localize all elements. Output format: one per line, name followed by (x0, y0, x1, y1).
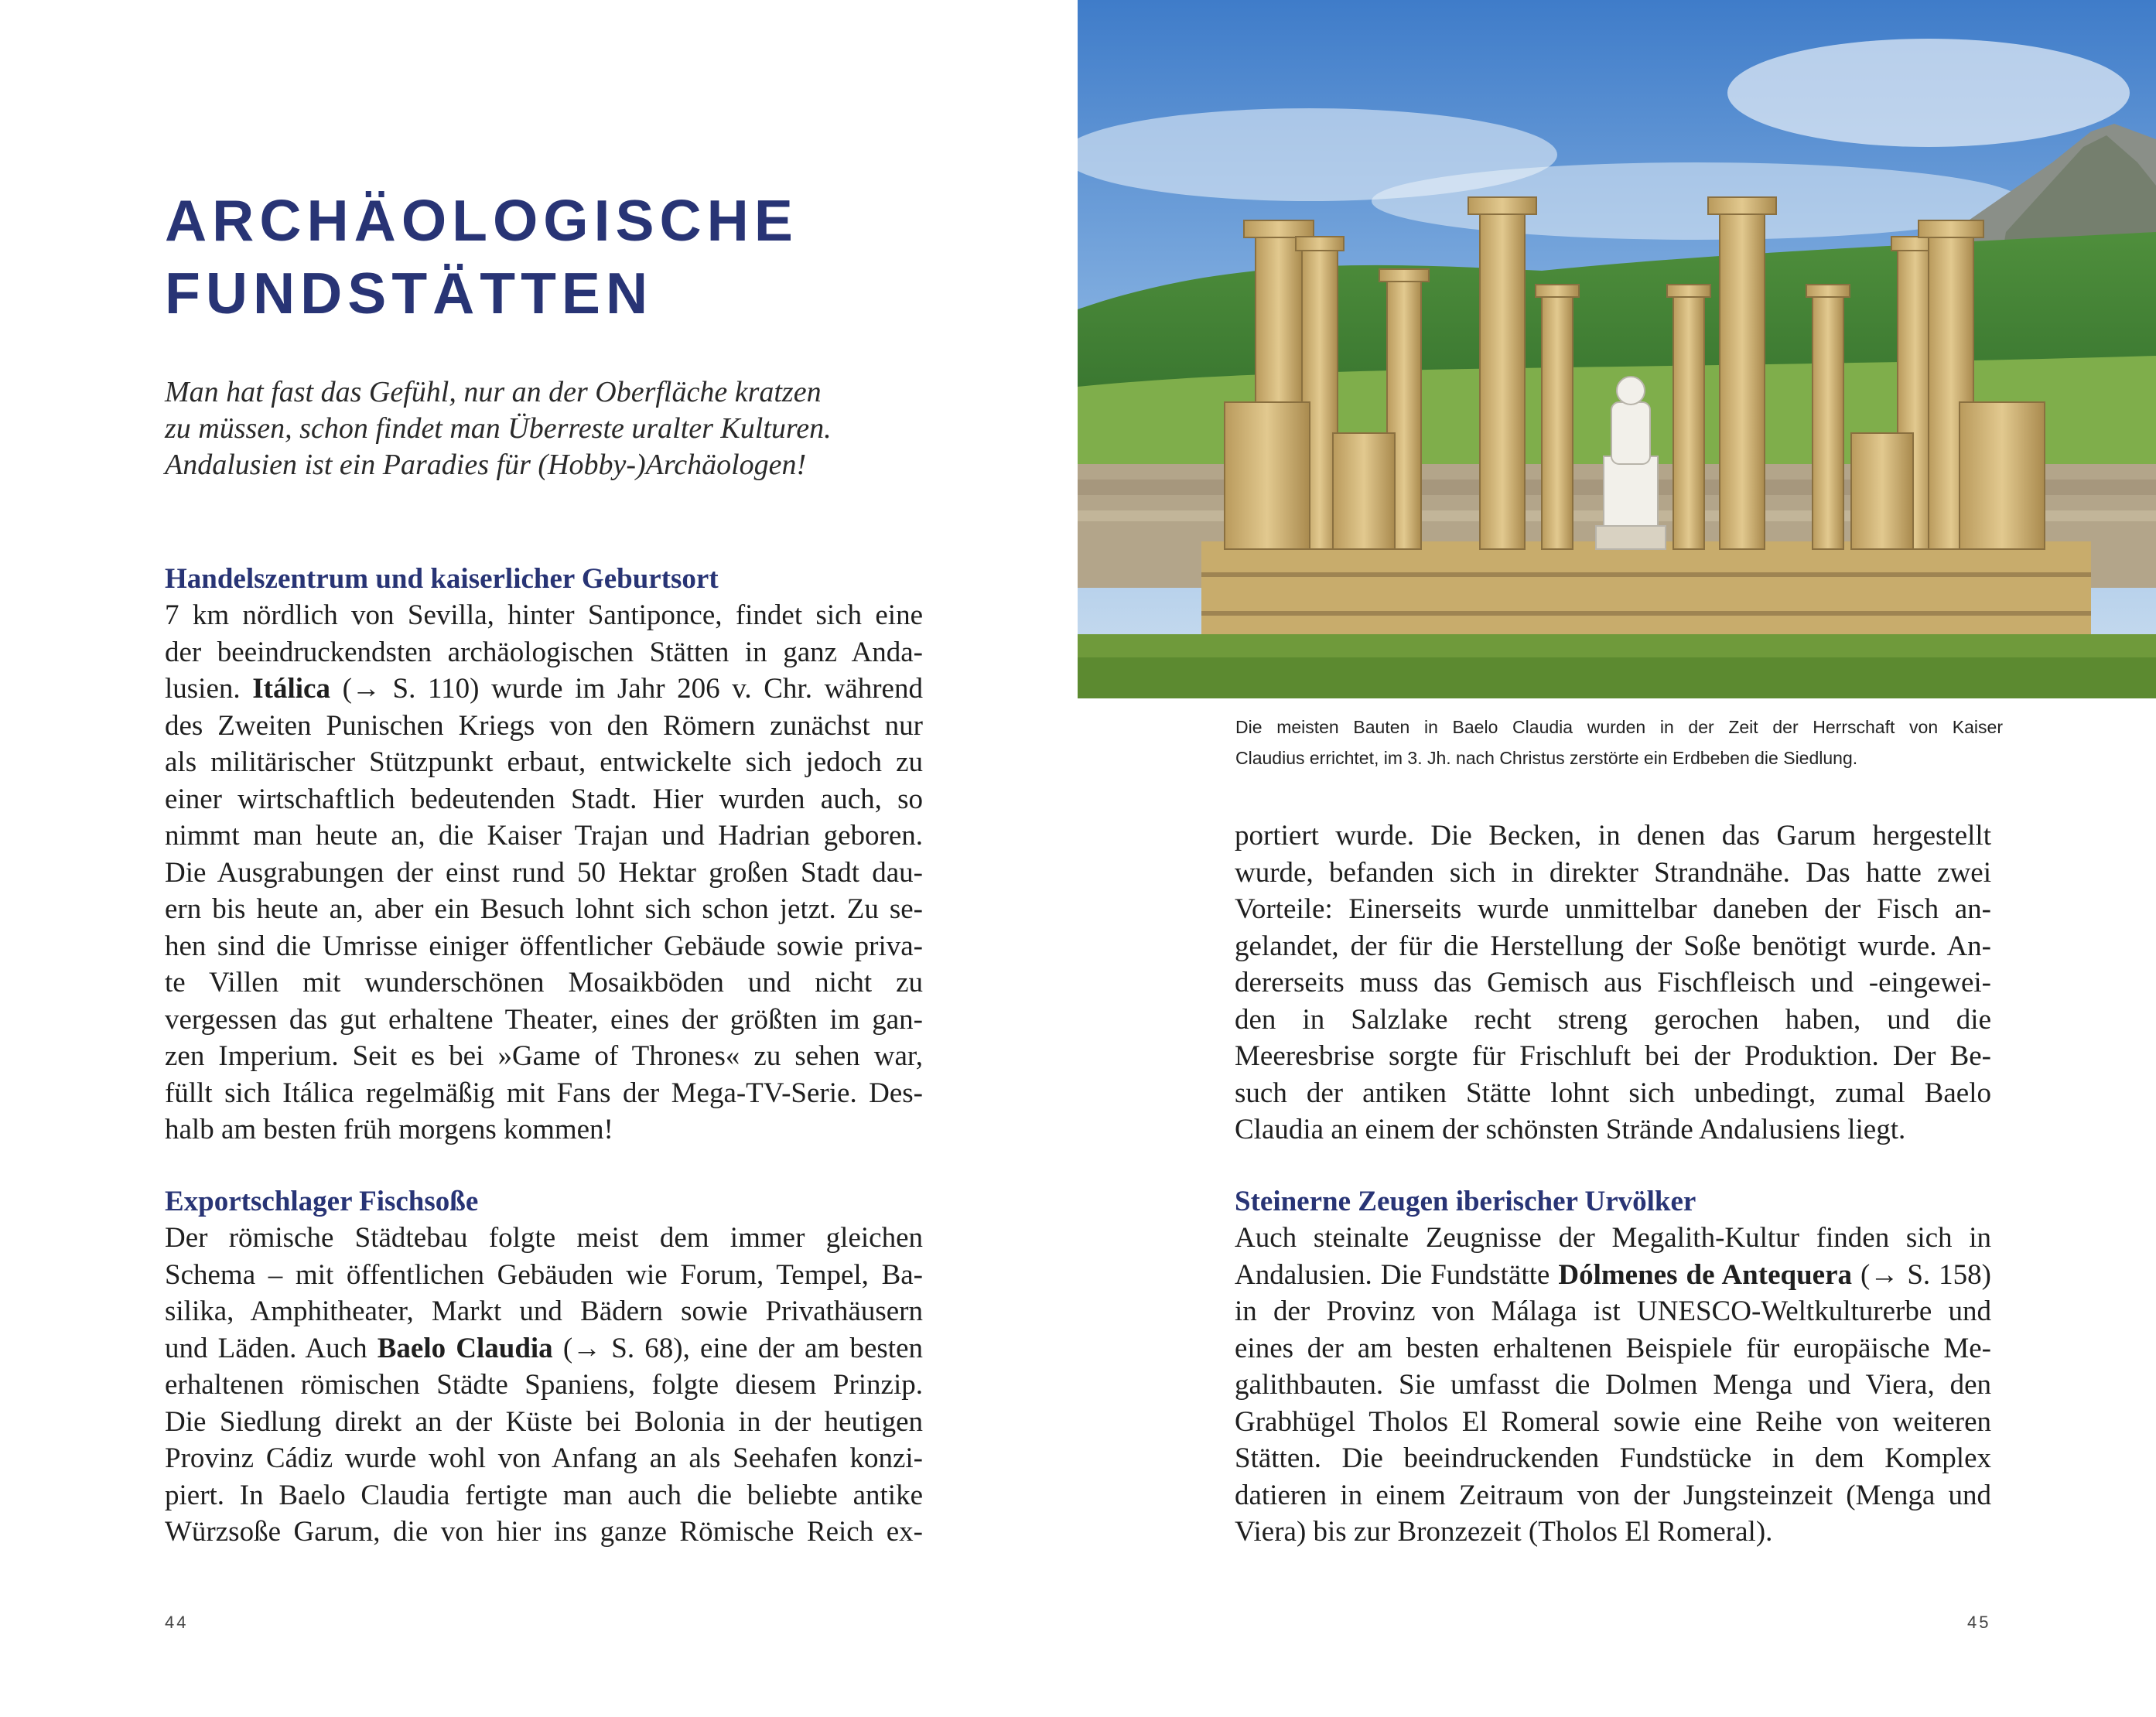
body-line: Auch steinalte Zeugnisse der Megalith-Kultur finden sich in (1235, 1222, 1991, 1254)
body-line: Viera) bis zur Bronzezeit (Tholos El Romeral). (1235, 1516, 1773, 1548)
body-line: als militärischer Stützpunkt erbaut, entwickelte sich jedoch zu (165, 746, 923, 778)
intro-text (165, 374, 923, 483)
chapter-title-line: FUNDSTÄTTEN (165, 261, 654, 326)
intro-line: zu müssen, schon findet man Überreste uralter Kulturen. (165, 412, 832, 445)
body-line: Würzsoße Garum, die von hier ins ganze Römische Reich ex- (165, 1516, 923, 1548)
body-line: zen Imperium. Seit es bei »Game of Thrones« zu sehen war, (165, 1040, 923, 1072)
body-line: halb am besten früh morgens kommen! (165, 1114, 613, 1145)
right-page (1078, 0, 2156, 1717)
intro-line: Andalusien ist ein Paradies für (Hobby-)Archäologen! (165, 449, 807, 481)
body-line: 7 km nördlich von Sevilla, hinter Santiponce, findet sich eine (165, 599, 923, 631)
ruins-illustration (1078, 0, 2156, 698)
body-line: Grabhügel Tholos El Romeral sowie eine Reihe von weiteren (1235, 1405, 1991, 1438)
body-line: silika, Amphitheater, Markt und Bädern sowie Privathäusern (165, 1295, 923, 1327)
baelo-claudia-photo (1078, 0, 2156, 698)
intro-line: Man hat fast das Gefühl, nur an der Oberfläche kratzen (165, 376, 822, 408)
caption-line: Claudius errichtet, im 3. Jh. nach Christus zerstörte ein Erdbeben die Siedlung. (1235, 748, 1858, 768)
place-name-italica: Itálica (252, 673, 330, 705)
body-line: Provinz Cádiz wurde wohl von Anfang an als Seehafen konzi- (165, 1442, 923, 1474)
body-line: den in Salzlake recht streng gerochen haben, und die (1235, 1003, 1991, 1036)
body-line: Schema – mit öffentlichen Gebäuden wie Forum, Tempel, Ba- (165, 1258, 923, 1291)
section-fischsosse (165, 1183, 923, 1551)
body-line: lusien. Itálica (→ S. 110) wurde im Jahr 206 v. Chr. während (165, 673, 923, 705)
body-line: Stätten. Die beeindruckenden Fundstücke in dem Komplex (1235, 1442, 1991, 1474)
caption-line: Die meisten Bauten in Baelo Claudia wurden in der Zeit der Herrschaft von Kaiser (1235, 717, 2003, 737)
body-line: nimmt man heute an, die Kaiser Trajan und Hadrian geboren. (165, 820, 923, 852)
body-line: hen sind die Umrisse einiger öffentlicher Gebäude sowie priva- (165, 930, 923, 962)
body-line: datieren in einem Zeitraum von der Jungsteinzeit (Menga und (1235, 1479, 1991, 1511)
body-line: Die Ausgrabungen der einst rund 50 Hektar großen Stadt dau- (165, 856, 923, 889)
body-line: dererseits muss das Gemisch aus Fischfleisch und -eingewei- (1235, 967, 1991, 998)
body-line: und Läden. Auch Baelo Claudia (→ S. 68), eine der am besten (165, 1332, 923, 1364)
section-body (1235, 818, 1991, 1149)
section-continuation (1235, 818, 1991, 1149)
body-line: eines der am besten erhaltenen Beispiele für europäische Me- (1235, 1332, 1991, 1364)
section-dolmen (1235, 1183, 1991, 1551)
body-line: Andalusien. Die Fundstätte Dólmenes de Antequera (→ S. 158) (1235, 1258, 1991, 1291)
body-line: Vorteile: Einerseits wurde unmittelbar daneben der Fisch an- (1235, 893, 1991, 925)
body-line: einer wirtschaftlich bedeutenden Stadt. Hier wurden auch, so (165, 783, 923, 815)
place-name-antequera: Dólmenes de Antequera (1558, 1258, 1853, 1291)
section-heading: Steinerne Zeugen iberischer Urvölker (1235, 1186, 1696, 1217)
body-line: ern bis heute an, aber ein Besuch lohnt sich schon jetzt. Zu se- (165, 893, 923, 925)
page-number: 44 (165, 1613, 189, 1632)
chapter-title (165, 184, 798, 329)
page-number: 45 (1967, 1613, 1991, 1632)
body-line: der beeindruckendsten archäologischen Stätten in ganz Anda- (165, 636, 923, 668)
section-body (165, 1220, 923, 1551)
photo-caption (1235, 712, 2003, 773)
chapter-title-line: ARCHÄOLOGISCHE (165, 188, 798, 253)
body-line: portiert wurde. Die Becken, in denen das Garum hergestellt (1235, 820, 1991, 852)
section-heading: Handelszentrum und kaiserlicher Geburtsort (165, 563, 719, 595)
body-line: gelandet, der für die Herstellung der Soße benötigt wurde. An- (1235, 930, 1991, 962)
place-name-baelo-claudia: Baelo Claudia (377, 1332, 553, 1364)
body-line: Der römische Städtebau folgte meist dem immer gleichen (165, 1222, 923, 1254)
body-line: Claudia an einem der schönsten Strände Andalusiens liegt. (1235, 1114, 1906, 1145)
body-line: in der Provinz von Málaga ist UNESCO-Weltkulturerbe und (1235, 1295, 1991, 1327)
body-line: Meeresbrise sorgte für Frischluft bei der Produktion. Der Be- (1235, 1040, 1991, 1072)
body-line: füllt sich Itálica regelmäßig mit Fans der Mega-TV-Serie. Des- (165, 1077, 923, 1109)
body-line: piert. In Baelo Claudia fertigte man auch die beliebte antike (165, 1479, 923, 1511)
section-body (1235, 1220, 1991, 1551)
section-italica (165, 561, 923, 1149)
section-heading: Exportschlager Fischsoße (165, 1186, 479, 1217)
section-body (165, 597, 923, 1149)
body-line: erhaltenen römischen Städte Spaniens, folgte diesem Prinzip. (165, 1369, 923, 1401)
body-line: such der antiken Stätte lohnt sich unbedingt, zumal Baelo (1235, 1077, 1991, 1109)
body-line: Die Siedlung direkt an der Küste bei Bolonia in der heutigen (165, 1405, 923, 1438)
body-line: des Zweiten Punischen Kriegs von den Römern zunächst nur (165, 709, 923, 742)
body-line: te Villen mit wunderschönen Mosaikböden und nicht zu (165, 967, 923, 998)
body-line: vergessen das gut erhaltene Theater, eines der größten im gan- (165, 1003, 923, 1036)
body-line: galithbauten. Sie umfasst die Dolmen Menga und Viera, den (1235, 1369, 1991, 1401)
body-line: wurde, befanden sich in direkter Strandnähe. Das hatte zwei (1235, 856, 1991, 889)
